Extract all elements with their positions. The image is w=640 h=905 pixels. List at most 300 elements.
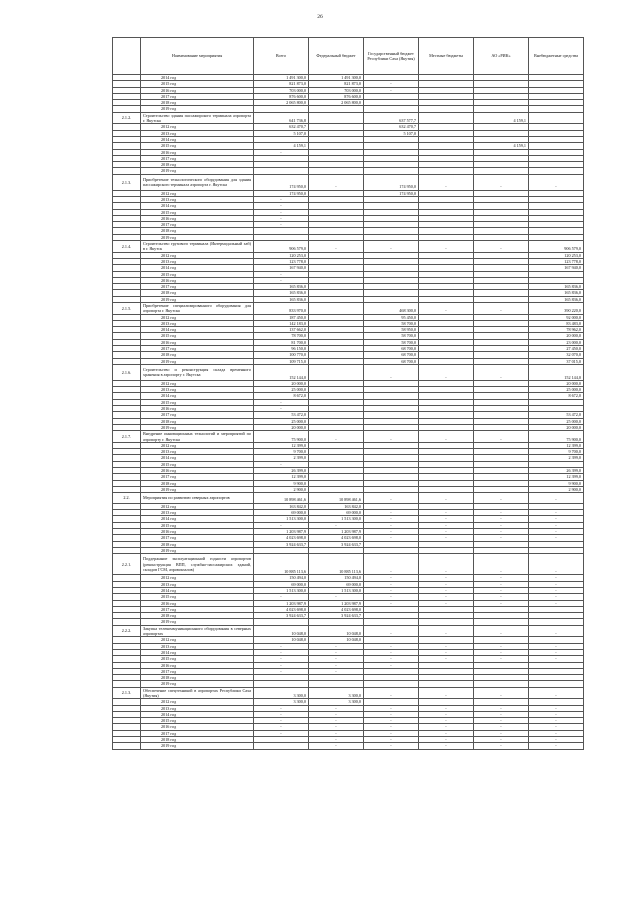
amount-cell: -: [419, 737, 474, 743]
amount-cell: 137 662,0: [254, 327, 309, 333]
amount-cell: -: [474, 241, 529, 253]
amount-cell: -: [364, 737, 419, 743]
amount-cell: 109 715,0: [254, 358, 309, 364]
amount-cell: 4 159,1: [474, 143, 529, 149]
year-cell: 2019 год: [141, 486, 254, 492]
amount-cell: -: [529, 516, 584, 522]
amount-cell: -: [529, 493, 584, 504]
amount-cell: -: [474, 431, 529, 443]
table-row-item: [113, 302, 584, 314]
amount-cell: 3 924 633,7: [309, 613, 364, 619]
amount-cell: -: [364, 600, 419, 606]
amount-cell: 167 940,0: [254, 265, 309, 271]
amount-cell: 167 940,0: [529, 265, 584, 271]
amount-cell: -: [254, 215, 309, 221]
amount-cell: -: [419, 364, 474, 380]
amount-cell: -: [474, 554, 529, 575]
amount-cell: -: [364, 364, 419, 380]
amount-cell: -: [529, 625, 584, 637]
amount-cell: 37 015,0: [529, 358, 584, 364]
item-name-cell: Строительство здания пассажирского терминала аэропорта г. Якутска: [141, 112, 254, 124]
amount-cell: -: [529, 724, 584, 730]
amount-cell: -: [474, 743, 529, 749]
table-row-item: [113, 687, 584, 699]
year-cell: 2015 год: [141, 461, 254, 467]
year-cell: 2014 год: [141, 393, 254, 399]
year-cell: 2018 год: [141, 613, 254, 619]
amount-cell: -: [364, 656, 419, 662]
year-cell: 2015 год: [141, 718, 254, 724]
amount-cell: 174 950,0: [254, 174, 309, 190]
item-id-cell: 2.2.: [113, 493, 141, 504]
year-cell: 2016 год: [141, 528, 254, 534]
amount-cell: -: [529, 705, 584, 711]
amount-cell: -: [364, 643, 419, 649]
amount-cell: -: [529, 711, 584, 717]
amount-cell: -: [419, 625, 474, 637]
amount-cell: 8 672,0: [254, 393, 309, 399]
amount-cell: -: [254, 522, 309, 528]
amount-cell: -: [364, 724, 419, 730]
year-cell: 2012 год: [141, 252, 254, 258]
header-cell-local: Местные бюджеты: [419, 38, 474, 75]
amount-cell: [254, 743, 309, 749]
amount-cell: 58 700,0: [364, 320, 419, 326]
table-row-item: [113, 625, 584, 637]
amount-cell: -: [419, 535, 474, 541]
year-cell: 2016 год: [141, 215, 254, 221]
amount-cell: 26 399,0: [529, 468, 584, 474]
amount-cell: -: [474, 649, 529, 655]
amount-cell: 20 000,0: [254, 424, 309, 430]
amount-cell: -: [254, 662, 309, 668]
amount-cell: 20 000,0: [529, 424, 584, 430]
amount-cell: -: [309, 241, 364, 253]
year-cell: 2015 год: [141, 522, 254, 528]
amount-cell: -: [364, 522, 419, 528]
year-cell: 2017 год: [141, 606, 254, 612]
amount-cell: -: [474, 737, 529, 743]
amount-cell: 152 144,0: [529, 364, 584, 380]
amount-cell: 187 450,0: [254, 314, 309, 320]
amount-cell: -: [529, 687, 584, 699]
amount-cell: 69 000,0: [309, 581, 364, 587]
amount-cell: -: [364, 743, 419, 749]
amount-cell: -: [364, 649, 419, 655]
amount-cell: 10 048,0: [309, 637, 364, 643]
amount-cell: -: [309, 743, 364, 749]
item-id-cell: 2.1.6.: [113, 364, 141, 380]
year-cell: 2012 год: [141, 190, 254, 196]
amount-cell: 12 399,0: [254, 442, 309, 448]
year-cell: 2016 год: [141, 149, 254, 155]
item-name-cell: Приобретение технологического оборудования для здания пассажирского терминала аэропорта г. Якутска: [141, 174, 254, 190]
amount-cell: 637 577,7: [364, 112, 419, 124]
amount-cell: 3 300,0: [254, 699, 309, 705]
table-row-item: [113, 493, 584, 504]
item-name-cell: Закупка телекоммуникационного оборудования в северных аэропортах: [141, 625, 254, 637]
amount-cell: 165 836,0: [254, 296, 309, 302]
amount-cell: -: [529, 737, 584, 743]
year-cell: 2014 год: [141, 327, 254, 333]
amount-cell: 4 023 698,0: [309, 606, 364, 612]
amount-cell: -: [474, 510, 529, 516]
item-id-cell: 2.2.1.: [113, 554, 141, 575]
item-id-cell: 2.2.2.: [113, 625, 141, 637]
amount-cell: 703 000,0: [254, 87, 309, 93]
year-cell: 2015 год: [141, 333, 254, 339]
amount-cell: 20 000,0: [529, 333, 584, 339]
amount-cell: 26 399,0: [254, 468, 309, 474]
amount-cell: -: [474, 687, 529, 699]
amount-cell: 9 900,0: [529, 480, 584, 486]
year-cell: 2015 год: [141, 399, 254, 405]
year-cell: 2012 год: [141, 442, 254, 448]
amount-cell: -: [529, 587, 584, 593]
amount-cell: 632 470,7: [254, 124, 309, 130]
amount-cell: -: [474, 174, 529, 190]
year-cell: 2012 год: [141, 124, 254, 130]
year-cell: 2014 год: [141, 455, 254, 461]
amount-cell: -: [364, 730, 419, 736]
amount-cell: 1 513 300,0: [254, 587, 309, 593]
amount-cell: -: [529, 656, 584, 662]
amount-cell: 4 023 698,0: [254, 535, 309, 541]
year-cell: 2019 год: [141, 547, 254, 553]
year-cell: 2017 год: [141, 668, 254, 674]
amount-cell: 1 491 300,0: [254, 75, 309, 81]
table-row-item: [113, 241, 584, 253]
amount-cell: 95 450,0: [364, 314, 419, 320]
amount-cell: -: [419, 493, 474, 504]
amount-cell: 165 836,0: [254, 284, 309, 290]
year-cell: 2012 год: [141, 637, 254, 643]
amount-cell: -: [254, 643, 309, 649]
amount-cell: -: [419, 241, 474, 253]
amount-cell: -: [529, 575, 584, 581]
amount-cell: 174 950,0: [364, 190, 419, 196]
amount-cell: 9 700,0: [254, 449, 309, 455]
amount-cell: 4 159,1: [474, 112, 529, 124]
amount-cell: -: [309, 643, 364, 649]
amount-cell: -: [254, 399, 309, 405]
header-cell-rik: АО «РИК»: [474, 38, 529, 75]
amount-cell: -: [309, 174, 364, 190]
year-cell: 2016 год: [141, 87, 254, 93]
amount-cell: -: [254, 668, 309, 674]
year-cell: 2013 год: [141, 643, 254, 649]
amount-cell: 100 770,0: [254, 352, 309, 358]
year-cell: 2018 год: [141, 100, 254, 106]
header-cell-id: [113, 38, 141, 75]
amount-cell: 25 000,0: [529, 418, 584, 424]
amount-cell: -: [364, 516, 419, 522]
amount-cell: -: [254, 196, 309, 202]
amount-cell: 3 300,0: [309, 699, 364, 705]
amount-cell: -: [254, 222, 309, 228]
header-cell-name: Наименование мероприятия: [141, 38, 254, 75]
amount-cell: 123 778,0: [254, 258, 309, 264]
table-row-item: [113, 112, 584, 124]
year-cell: 2013 год: [141, 320, 254, 326]
amount-cell: -: [254, 461, 309, 467]
amount-cell: -: [309, 730, 364, 736]
year-cell: 2017 год: [141, 284, 254, 290]
amount-cell: 27 450,0: [529, 346, 584, 352]
amount-cell: 32 070,0: [529, 352, 584, 358]
amount-cell: -: [364, 705, 419, 711]
amount-cell: 92 000,0: [529, 314, 584, 320]
amount-cell: -: [419, 656, 474, 662]
amount-cell: 4 159,1: [254, 143, 309, 149]
year-cell: 2014 год: [141, 711, 254, 717]
amount-cell: -: [254, 594, 309, 600]
amount-cell: 69 000,0: [254, 510, 309, 516]
year-cell: 2017 год: [141, 222, 254, 228]
year-cell: 2013 год: [141, 581, 254, 587]
amount-cell: 165 836,0: [529, 296, 584, 302]
amount-cell: -: [474, 535, 529, 541]
amount-cell: 1 513 300,0: [309, 587, 364, 593]
amount-cell: -: [529, 649, 584, 655]
amount-cell: 5 107,0: [254, 130, 309, 136]
year-cell: 2013 год: [141, 510, 254, 516]
amount-cell: -: [529, 535, 584, 541]
year-cell: 2013 год: [141, 449, 254, 455]
year-cell: 2017 год: [141, 730, 254, 736]
amount-cell: [309, 112, 364, 124]
amount-cell: [529, 112, 584, 124]
year-cell: 2019 год: [141, 424, 254, 430]
year-cell: 2014 год: [141, 265, 254, 271]
amount-cell: -: [529, 581, 584, 587]
amount-cell: 23 000,0: [529, 339, 584, 345]
amount-cell: -: [364, 535, 419, 541]
amount-cell: 150 494,0: [309, 575, 364, 581]
amount-cell: -: [474, 625, 529, 637]
amount-cell: -: [529, 600, 584, 606]
item-id-cell: [113, 743, 141, 749]
year-cell: 2016 год: [141, 406, 254, 412]
amount-cell: -: [254, 711, 309, 717]
amount-cell: -: [529, 718, 584, 724]
year-cell: 2014 год: [141, 75, 254, 81]
amount-cell: 150 494,0: [254, 575, 309, 581]
year-cell: 2016 год: [141, 339, 254, 345]
amount-cell: -: [364, 87, 419, 93]
amount-cell: 1 203 987,9: [309, 528, 364, 534]
year-cell: 2015 год: [141, 594, 254, 600]
amount-cell: 1 203 987,9: [254, 600, 309, 606]
amount-cell: 69 000,0: [309, 510, 364, 516]
amount-cell: -: [419, 600, 474, 606]
amount-cell: [309, 364, 364, 380]
amount-cell: -: [364, 575, 419, 581]
amount-cell: -: [254, 730, 309, 736]
amount-cell: 120 253,0: [529, 252, 584, 258]
amount-cell: -: [419, 687, 474, 699]
amount-cell: -: [474, 711, 529, 717]
amount-cell: -: [474, 522, 529, 528]
amount-cell: 10 048,0: [254, 637, 309, 643]
amount-cell: 69 000,0: [254, 581, 309, 587]
header-cell-extrabudget: Внебюджетные средства: [529, 38, 584, 75]
year-cell: 2019 год: [141, 106, 254, 112]
header-cell-federal: Федеральный бюджет: [309, 38, 364, 75]
amount-cell: 876 600,0: [309, 93, 364, 99]
amount-cell: 2 065 800,0: [309, 100, 364, 106]
amount-cell: -: [419, 174, 474, 190]
year-cell: 2014 год: [141, 203, 254, 209]
amount-cell: -: [474, 656, 529, 662]
amount-cell: -: [529, 743, 584, 749]
item-name-cell: Внедрение инновационных технологий и мероприятий по аэропорту г. Якутска: [141, 431, 254, 443]
amount-cell: 174 950,0: [364, 174, 419, 190]
year-cell: 2018 год: [141, 162, 254, 168]
amount-cell: -: [254, 718, 309, 724]
year-cell: 2014 год: [141, 516, 254, 522]
amount-cell: 3 300,0: [254, 687, 309, 699]
amount-cell: -: [309, 431, 364, 443]
year-cell: 2015 год: [141, 271, 254, 277]
amount-cell: 641 736,8: [254, 112, 309, 124]
amount-cell: -: [474, 730, 529, 736]
amount-cell: -: [254, 209, 309, 215]
amount-cell: 81 700,0: [254, 339, 309, 345]
item-id-cell: 2.1.4.: [113, 241, 141, 253]
amount-cell: 120 253,0: [254, 252, 309, 258]
amount-cell: -: [254, 149, 309, 155]
amount-cell: -: [364, 241, 419, 253]
amount-cell: -: [419, 575, 474, 581]
amount-cell: -: [529, 730, 584, 736]
year-cell: 2015 год: [141, 209, 254, 215]
amount-cell: 821 873,0: [309, 81, 364, 87]
amount-cell: -: [419, 724, 474, 730]
item-name-cell: Обеспечение спецтехникой в аэропортах Республики Саха (Якутия): [141, 687, 254, 699]
amount-cell: -: [364, 718, 419, 724]
amount-cell: -: [419, 649, 474, 655]
amount-cell: 20 000,0: [254, 380, 309, 386]
amount-cell: -: [419, 302, 474, 314]
amount-cell: -: [419, 581, 474, 587]
header-row: [113, 38, 584, 75]
amount-cell: 68 700,0: [364, 346, 419, 352]
amount-cell: -: [474, 364, 529, 380]
year-cell: 2012 год: [141, 314, 254, 320]
year-cell: 2019 год: [141, 681, 254, 687]
year-cell: 2018 год: [141, 541, 254, 547]
amount-cell: -: [529, 522, 584, 528]
amount-cell: -: [474, 600, 529, 606]
amount-cell: -: [419, 510, 474, 516]
amount-cell: 83 483,0: [529, 320, 584, 326]
amount-cell: 123 778,0: [529, 258, 584, 264]
amount-cell: 53 472,0: [254, 412, 309, 418]
amount-cell: -: [364, 687, 419, 699]
year-cell: 2018 год: [141, 228, 254, 234]
amount-cell: -: [419, 522, 474, 528]
amount-cell: -: [529, 554, 584, 575]
amount-cell: 163 842,0: [309, 503, 364, 509]
amount-cell: -: [474, 587, 529, 593]
amount-cell: 2 399,0: [254, 455, 309, 461]
amount-cell: 876 600,0: [254, 93, 309, 99]
item-name-cell: Мероприятия по развитию северных аэропортов: [141, 493, 254, 504]
amount-cell: -: [364, 594, 419, 600]
amount-cell: -: [309, 705, 364, 711]
year-cell: 2018 год: [141, 480, 254, 486]
amount-cell: 1 491 300,0: [309, 75, 364, 81]
amount-cell: -: [419, 516, 474, 522]
amount-cell: -: [309, 662, 364, 668]
amount-cell: 10 885 113,6: [309, 554, 364, 575]
amount-cell: -: [419, 594, 474, 600]
year-cell: 2016 год: [141, 662, 254, 668]
amount-cell: 3 924 633,7: [254, 541, 309, 547]
amount-cell: -: [419, 643, 474, 649]
amount-cell: -: [254, 406, 309, 412]
amount-cell: 142 183,0: [254, 320, 309, 326]
year-cell: 2016 год: [141, 277, 254, 283]
amount-cell: 4 023 698,0: [254, 606, 309, 612]
amount-cell: -: [529, 528, 584, 534]
year-cell: 2015 год: [141, 81, 254, 87]
amount-cell: -: [364, 587, 419, 593]
amount-cell: -: [419, 587, 474, 593]
year-cell: 2012 год: [141, 699, 254, 705]
amount-cell: 821 873,0: [254, 81, 309, 87]
year-cell: 2017 год: [141, 474, 254, 480]
amount-cell: 3 924 633,7: [309, 541, 364, 547]
amount-cell: 68 700,0: [364, 358, 419, 364]
amount-cell: -: [364, 625, 419, 637]
year-cell: 2018 год: [141, 675, 254, 681]
table-row-item: [113, 364, 584, 380]
amount-cell: 1 203 987,9: [309, 600, 364, 606]
amount-cell: 703 000,0: [309, 87, 364, 93]
amount-cell: -: [474, 724, 529, 730]
amount-cell: 1 203 987,9: [254, 528, 309, 534]
amount-cell: 174 950,0: [254, 190, 309, 196]
amount-cell: 78 962,0: [529, 327, 584, 333]
amount-cell: -: [419, 705, 474, 711]
amount-cell: 20 000,0: [529, 380, 584, 386]
amount-cell: -: [254, 271, 309, 277]
item-name-cell: Поддержание эксплуатационной годности аэропортов (реконструкция ВПП, службно-пассажирских зданий, складов ГСМ, аэровокзалов): [141, 554, 254, 575]
amount-cell: -: [309, 711, 364, 717]
amount-cell: 58 700,0: [364, 333, 419, 339]
amount-cell: -: [474, 594, 529, 600]
amount-cell: -: [309, 522, 364, 528]
amount-cell: -: [529, 643, 584, 649]
year-cell: 2013 год: [141, 705, 254, 711]
item-name-cell: Строительство грузового терминала (Интермодальный хаб) в г. Якутск: [141, 241, 254, 253]
amount-cell: 10 898 461,6: [309, 493, 364, 504]
amount-cell: -: [364, 493, 419, 504]
amount-cell: -: [364, 81, 419, 87]
amount-cell: 1 513 300,0: [309, 516, 364, 522]
amount-cell: 165 836,0: [254, 290, 309, 296]
amount-cell: 9 900,0: [254, 480, 309, 486]
amount-cell: -: [309, 649, 364, 655]
amount-cell: -: [474, 575, 529, 581]
amount-cell: [419, 112, 474, 124]
year-cell: 2019 год: [141, 168, 254, 174]
amount-cell: 2 900,0: [254, 486, 309, 492]
year-cell: 2015 год: [141, 656, 254, 662]
amount-cell: -: [364, 711, 419, 717]
